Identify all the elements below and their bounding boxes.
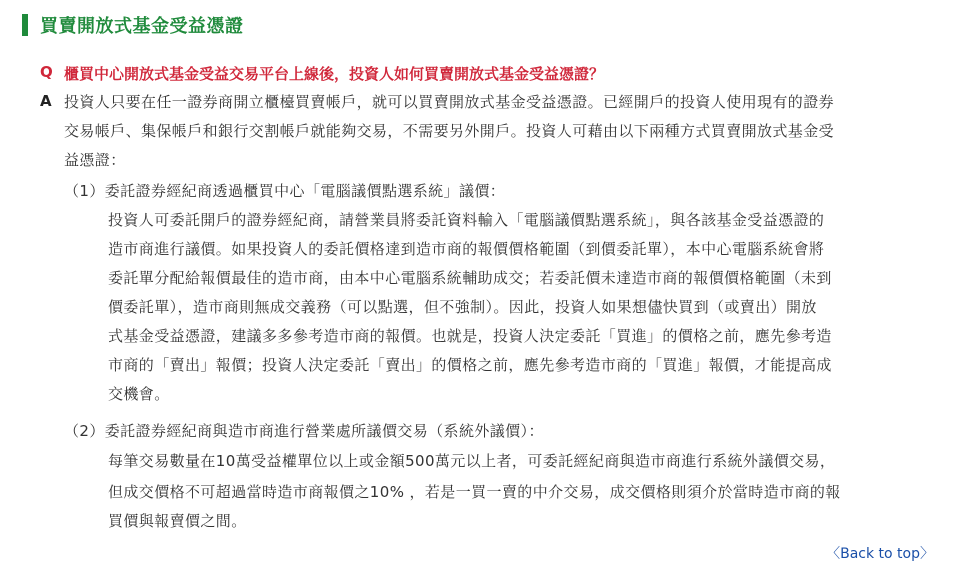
answer-intro-line: 益憑證： (64, 151, 126, 169)
method1-heading: （1）委託證券經紀商透過櫃買中心「電腦議價點選系統」議價： (64, 182, 506, 200)
method1-body-line: 市商的「賣出」報價；投資人決定委託「賣出」的價格之前，應先參考造市商的「買進」報價，才能提高成 (108, 356, 832, 374)
method2-body-line: 買價與報賣價之間。 (108, 512, 247, 530)
title-accent-bar (22, 14, 28, 36)
section-header (22, 12, 244, 38)
method1-body-line: 價委託單），造市商則無成交義務（可以點選，但不強制）。因此，投資人如果想儘快買到（或賣出）開放 (108, 298, 817, 316)
answer-intro-line: 交易帳戶、集保帳戶和銀行交割帳戶就能夠交易，不需要另外開戶。投資人可藉由以下兩種方式買賣開放式基金受 (64, 122, 835, 140)
method1-body-line: 投資人可委託開戶的證券經紀商，請營業員將委託資料輸入「電腦議價點選系統」，與各該基金受益憑證的 (108, 211, 825, 229)
method1-body-line: 式基金受益憑證，建議多多參考造市商的報價。也就是，投資人決定委託「買進」的價格之前，應先參考造 (108, 327, 832, 345)
answer-intro-line: 投資人只要在任一證券商開立櫃檯買賣帳戶，就可以買賣開放式基金受益憑證。已經開戶的投資人使用現有的證券 (64, 93, 835, 111)
back-to-top-link[interactable]: 〈Back to top〉 (826, 546, 934, 562)
method1-body-line: 交機會。 (108, 385, 170, 403)
question-text: 櫃買中心開放式基金受益交易平台上線後，投資人如何買賣開放式基金受益憑證？ (64, 65, 605, 83)
question-marker: Q (40, 63, 53, 81)
faq-question (40, 63, 604, 84)
method1-body-line: 造市商進行議價。如果投資人的委託價格達到造市商的報價價格範圍（到價委託單），本中心電腦系統會將 (108, 240, 825, 258)
answer-marker: A (40, 92, 52, 110)
section-title: 買賣開放式基金受益憑證 (40, 16, 244, 37)
method2-body-line: 每筆交易數量在10萬受益權單位以上或金額500萬元以上者，可委託經紀商與造市商進行系統外議價交易， (108, 452, 836, 470)
method2-body-line: 但成交價格不可超過當時造市商報價之10% ，若是一買一賣的中介交易，成交價格則須介於當時造市商的報 (108, 483, 841, 501)
method2-heading: （2）委託證券經紀商與造市商進行營業處所議價交易（系統外議價）： (64, 422, 544, 440)
method1-body-line: 委託單分配給報價最佳的造市商，由本中心電腦系統輔助成交；若委託價未達造市商的報價價格範圍（未到 (108, 269, 832, 287)
